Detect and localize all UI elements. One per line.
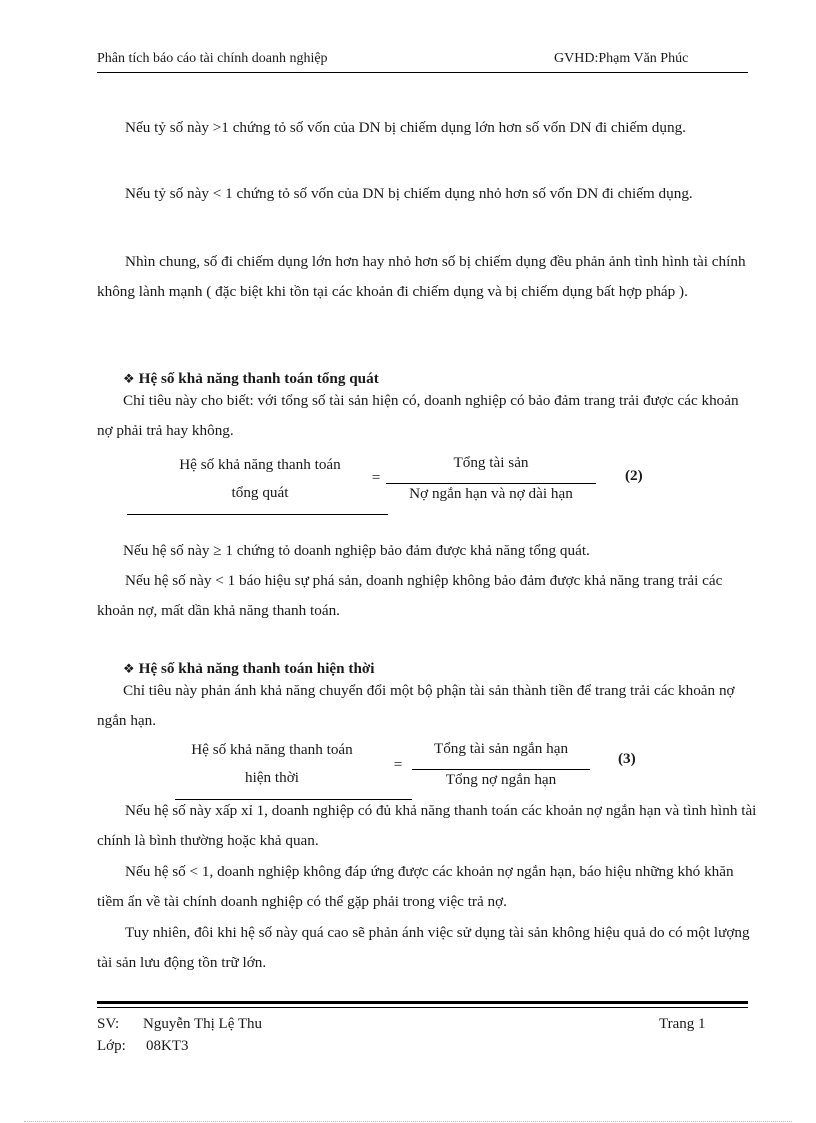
formula-denominator: Tổng nợ ngắn hạn — [445, 771, 557, 788]
section-title: Hệ số khả năng thanh toán tổng quát — [138, 370, 379, 387]
formula-numerator: Tổng tài sản — [453, 454, 529, 471]
formula-numerator: Tổng tài sản ngắn hạn — [433, 740, 569, 757]
formula-lhs-line2: tổng quát — [231, 484, 289, 501]
header-rule — [97, 72, 748, 73]
footer-class-value: 08KT3 — [146, 1038, 189, 1054]
footer-rule-thick — [97, 1001, 748, 1004]
header-advisor: GVHD:Phạm Văn Phúc — [554, 51, 689, 66]
formula-lhs-line1: Hệ số khả năng thanh toán — [179, 456, 341, 473]
formula-lhs-rule — [127, 514, 388, 515]
fraction-bar — [386, 483, 596, 484]
formula-denominator: Nợ ngắn hạn và nợ dài hạn — [409, 485, 573, 502]
header-title: Phân tích báo cáo tài chính doanh nghiệp — [97, 51, 328, 66]
formula-lhs-line2: hiện thời — [244, 769, 299, 786]
footer-page-number: Trang 1 — [659, 1016, 706, 1032]
footer-rule-thin — [97, 1007, 748, 1008]
formula-lhs-line1: Hệ số khả năng thanh toán — [191, 741, 353, 758]
paragraph-3: Nhìn chung, số đi chiếm dụng lớn hơn hay nhỏ hơn số bị chiếm dụng đều phản ảnh tình hình tài chính không lành mạnh ( đặc biệt khi tồn tại các khoản đi chiếm dụng và bị chiếm dụng bất hợp pháp ). — [97, 253, 746, 300]
formula-equals: = — [393, 756, 403, 773]
fraction-bar — [412, 769, 590, 770]
diamond-bullet-icon: ❖ — [123, 371, 135, 386]
formula-equals: = — [371, 469, 381, 486]
paragraph-current-c: Tuy nhiên, đôi khi hệ số này quá cao sẽ phản ánh việc sử dụng tài sản không hiệu quả do có một lượng tài sản lưu động tồn trữ lớn. — [97, 924, 750, 971]
paragraph-1: Nếu tỷ số này >1 chứng tỏ số vốn của DN bị chiếm dụng lớn hơn số vốn DN đi chiếm dụng. — [125, 119, 686, 136]
section-intro: Chỉ tiêu này phản ánh khả năng chuyển đổi một bộ phận tài sản thành tiền để trang trải các khoản nợ ngắn hạn. — [97, 682, 735, 729]
section-title: Hệ số khả năng thanh toán hiện thời — [138, 660, 375, 677]
formula-number: (3) — [618, 750, 636, 767]
footer-sv-label: SV: — [97, 1016, 120, 1032]
footer-student-name: Nguyễn Thị Lệ Thu — [143, 1016, 263, 1032]
section-intro: Chỉ tiêu này cho biết: với tổng số tài sản hiện có, doanh nghiệp có bảo đảm trang trải được các khoản nợ phải trả hay không. — [97, 392, 739, 439]
paragraph-current-a: Nếu hệ số này xấp xỉ 1, doanh nghiệp có đủ khả năng thanh toán các khoản nợ ngắn hạn và tình hình tài chính là bình thường hoặc khả quan. — [97, 802, 757, 849]
diamond-bullet-icon: ❖ — [123, 661, 135, 676]
paragraph-2: Nếu tỷ số này < 1 chứng tỏ số vốn của DN bị chiếm dụng nhỏ hơn số vốn DN đi chiếm dụng. — [125, 185, 693, 202]
footer-class-label: Lớp: — [97, 1038, 126, 1054]
paragraph-general-b: Nếu hệ số này < 1 báo hiệu sự phá sản, doanh nghiệp không bảo đảm được khả năng trang trải các khoản nợ, mất dần khả năng thanh toán. — [97, 572, 723, 619]
paragraph-current-b: Nếu hệ số < 1, doanh nghiệp không đáp ứng được các khoản nợ ngắn hạn, báo hiệu những khó khăn tiềm ẩn về tài chính doanh nghiệp có thể gặp phải trong việc trả nợ. — [97, 863, 734, 910]
formula-number: (2) — [625, 467, 643, 484]
page-bottom-edge — [24, 1121, 792, 1122]
paragraph-general-a: Nếu hệ số này ≥ 1 chứng tỏ doanh nghiệp bảo đảm được khả năng tổng quát. — [123, 542, 590, 559]
